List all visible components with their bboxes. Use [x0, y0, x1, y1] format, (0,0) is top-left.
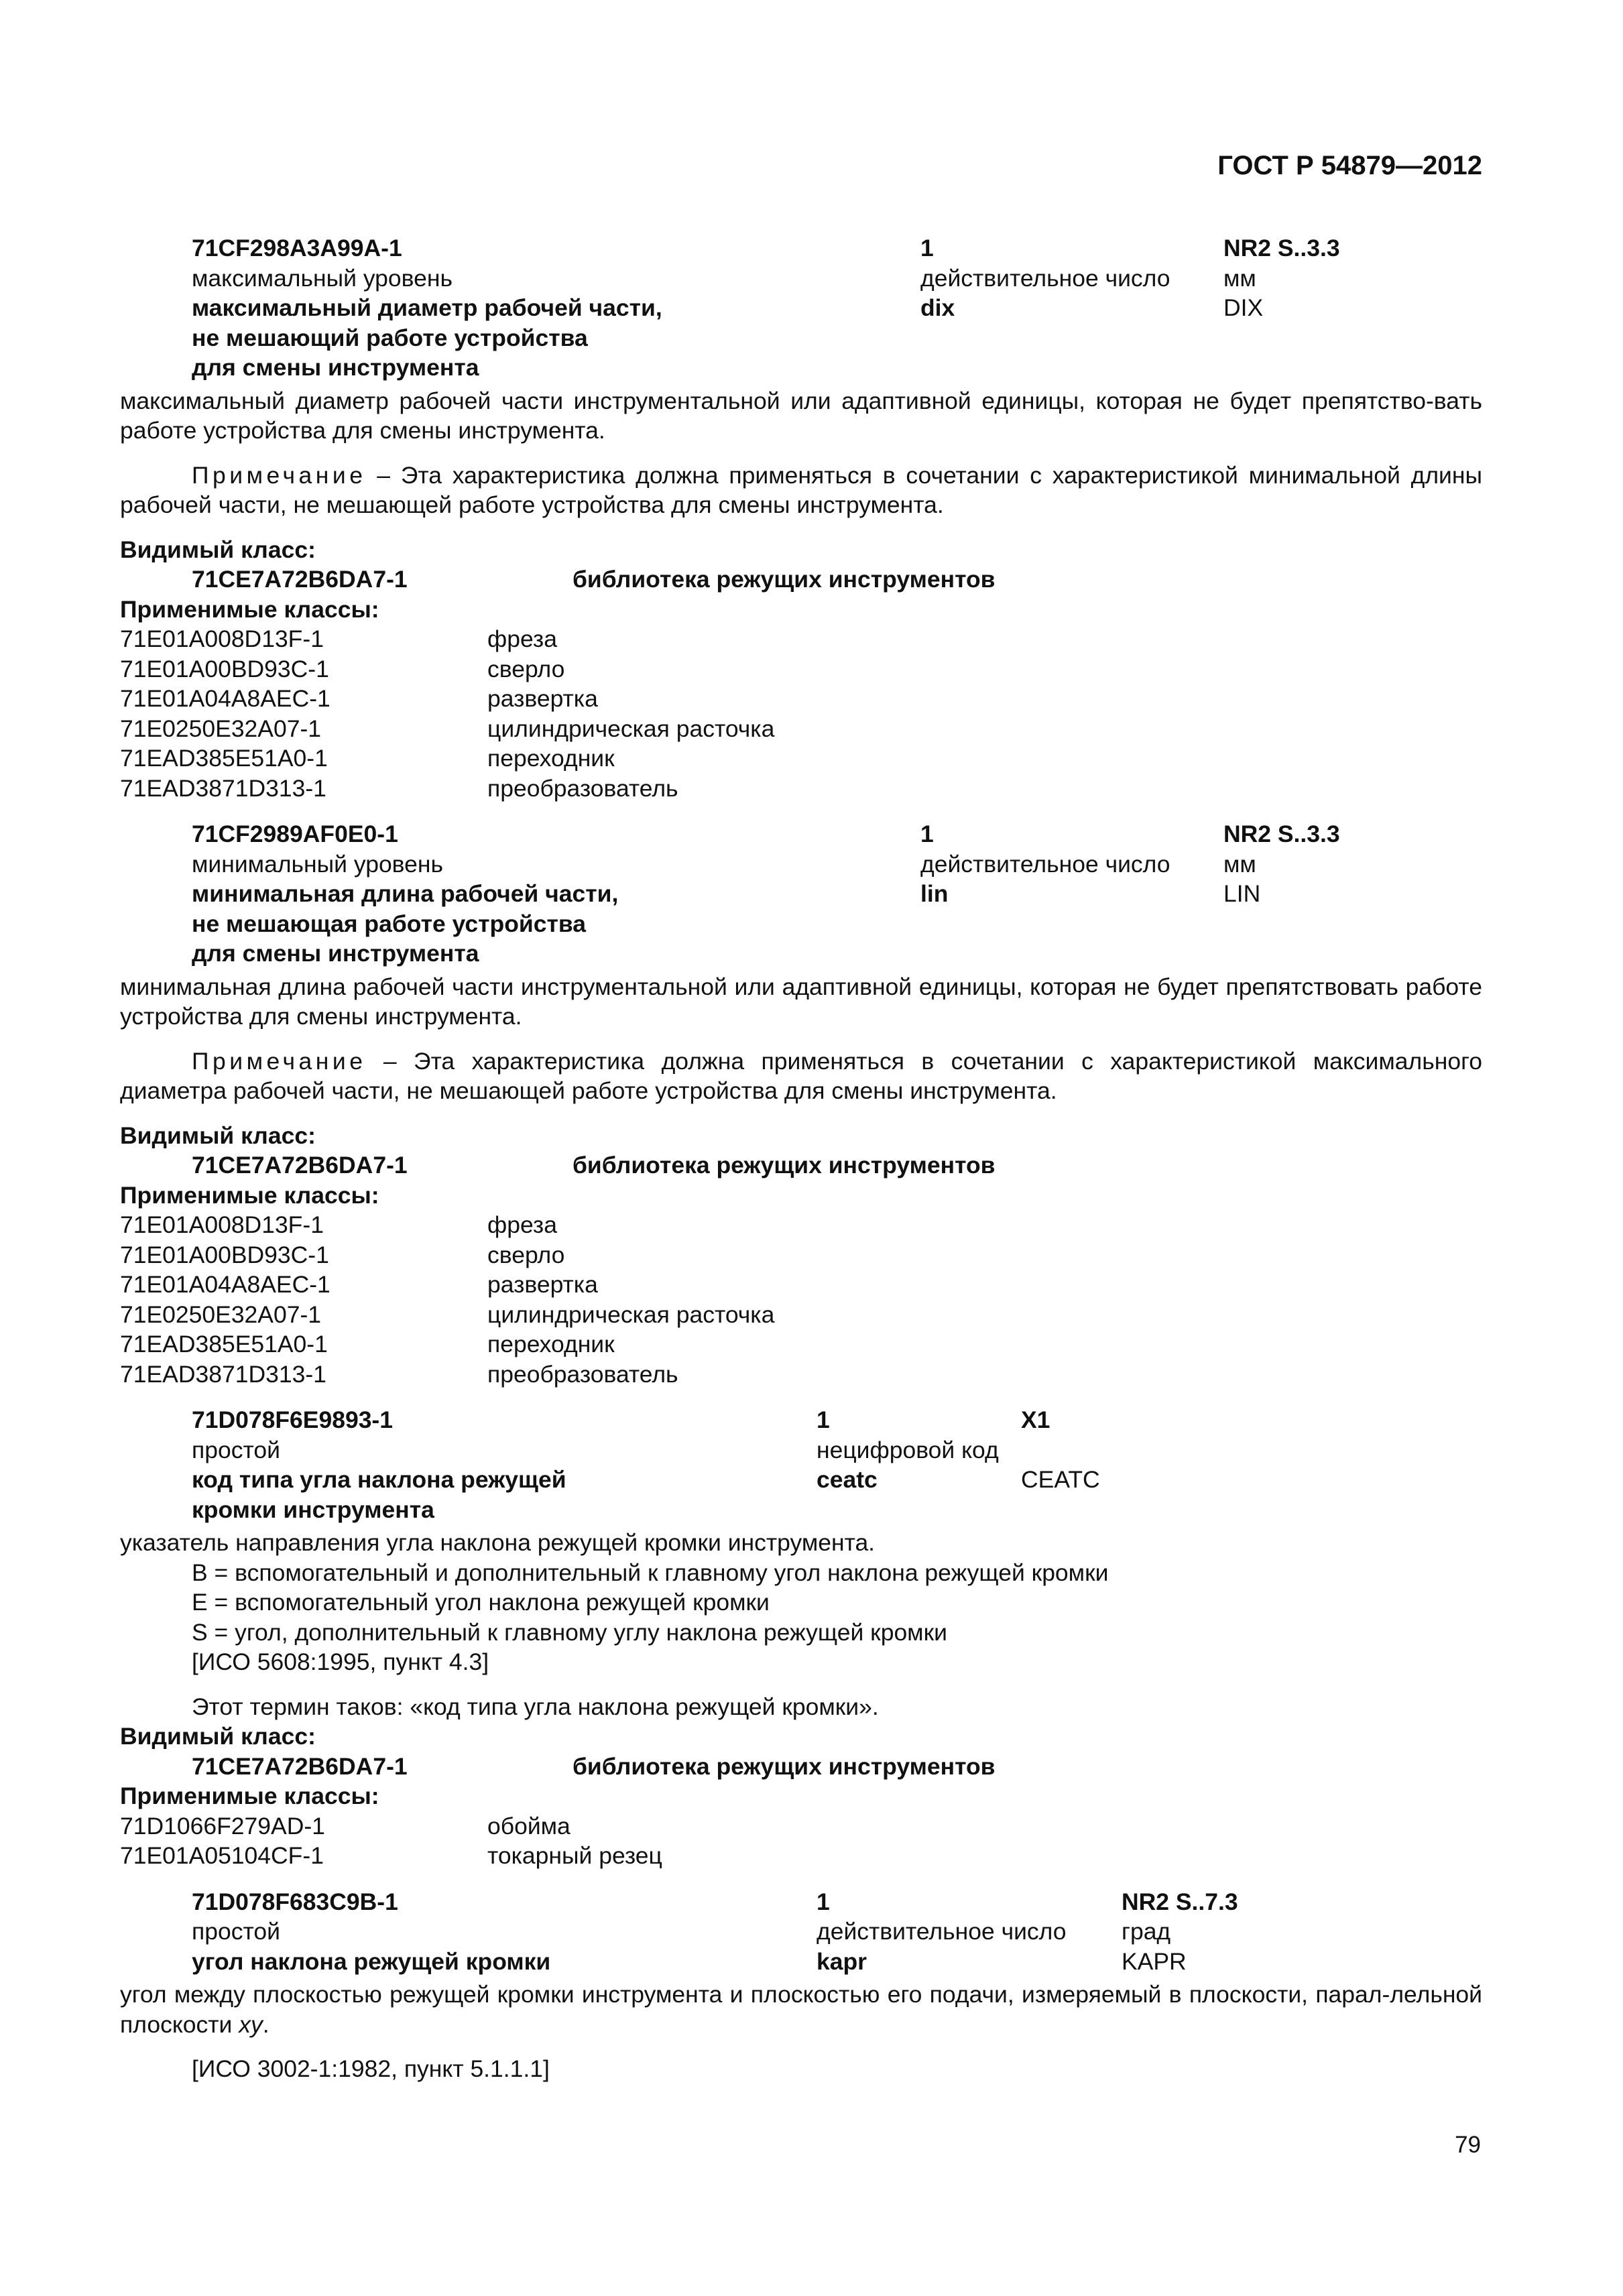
property-code: 71D078F6E9893-1 — [192, 1406, 393, 1433]
applicable-class-name: обойма — [487, 1812, 570, 1839]
applicable-class-name: преобразователь — [487, 774, 678, 802]
visible-class-label: Видимый класс: — [120, 1723, 316, 1750]
applicable-class-row — [120, 1329, 1482, 1360]
applicable-classes-label: Применимые классы: — [120, 1181, 379, 1209]
property-symbol: lin — [920, 880, 949, 907]
property-version: 1 — [817, 1888, 830, 1915]
property-symbol: kapr — [817, 1947, 867, 1975]
property-name-line: не мешающий работе устройства — [192, 324, 588, 351]
code-value: S = угол, дополнительный к главному углу наклона режущей кромки — [192, 1618, 947, 1646]
applicable-class-row — [120, 1210, 1482, 1240]
property-version: 1 — [817, 1406, 830, 1433]
property-format: X1 — [1021, 1406, 1050, 1433]
visible-class-label: Видимый класс: — [120, 536, 316, 563]
applicable-class-row — [120, 684, 1482, 714]
property-level: минимальный уровень — [192, 850, 443, 878]
applicable-class-row — [120, 1270, 1482, 1300]
standard-header: ГОСТ Р 54879—2012 — [1217, 151, 1482, 180]
property-short-name: KAPR — [1122, 1947, 1187, 1975]
property-type: действительное число — [920, 264, 1170, 292]
property-code: 71CF2989AF0E0-1 — [192, 821, 398, 847]
property-note — [120, 1046, 1482, 1106]
property-entry-kapr — [120, 1887, 1482, 1977]
applicable-class-name: переходник — [487, 1331, 615, 1357]
visible-class-code: 71CE7A72B6DA7-1 — [192, 1752, 408, 1780]
property-version: 1 — [920, 821, 934, 847]
property-entry-dix — [120, 233, 1482, 383]
applicable-class-name: преобразователь — [487, 1360, 678, 1388]
applicable-class-code: 71E01A008D13F-1 — [120, 625, 324, 652]
visible-class-block — [120, 535, 1482, 804]
applicable-class-row — [120, 743, 1482, 774]
visible-class-name: библиотека режущих инструментов — [573, 1152, 996, 1179]
applicable-class-name: сверло — [487, 1241, 565, 1268]
applicable-class-code: 71E01A00BD93C-1 — [120, 655, 329, 682]
property-unit: мм — [1223, 264, 1256, 292]
applicable-class-row — [120, 1841, 1482, 1871]
property-name: минимальная длина рабочей части, — [192, 880, 619, 907]
property-name: угол наклона режущей кромки — [192, 1947, 551, 1975]
applicable-class-name: развертка — [487, 685, 598, 712]
applicable-class-row — [120, 1360, 1482, 1390]
applicable-class-code: 71EAD385E51A0-1 — [120, 1331, 328, 1357]
visible-class-block — [120, 1121, 1482, 1390]
applicable-class-code: 71E0250E32A07-1 — [120, 715, 322, 742]
property-definition: максимальный диаметр рабочей части инструментальной или адаптивной единицы, которая не будет препятство-вать работе устройства для смены инструмента. — [120, 387, 1482, 444]
property-type: действительное число — [817, 1918, 1067, 1945]
code-values-list — [120, 1558, 1482, 1677]
property-level: максимальный уровень — [192, 264, 453, 292]
visible-class-block — [120, 1721, 1482, 1871]
applicable-class-name: цилиндрическая расточка — [487, 1301, 775, 1328]
applicable-class-name: развертка — [487, 1271, 598, 1298]
property-code: 71CF298A3A99A-1 — [192, 235, 402, 261]
property-name-line: кромки инструмента — [192, 1496, 434, 1523]
applicable-class-code: 71E01A05104CF-1 — [120, 1842, 324, 1869]
applicable-class-name: цилиндрическая расточка — [487, 715, 775, 742]
property-unit: град — [1122, 1918, 1171, 1945]
page-content — [120, 233, 1482, 2084]
applicable-class-row — [120, 1240, 1482, 1270]
applicable-class-row — [120, 1811, 1482, 1841]
definition-italic-term: xy — [239, 2010, 263, 2038]
applicable-class-code: 71E01A04A8AEC-1 — [120, 685, 330, 712]
note-label: Примечание — [192, 1047, 367, 1075]
code-value: E = вспомогательный угол наклона режущей кромки — [192, 1589, 770, 1616]
property-entry-ceatc — [120, 1405, 1482, 1524]
property-definition — [120, 1980, 1482, 2039]
applicable-class-row — [120, 774, 1482, 804]
code-value-source: [ИСО 5608:1995, пункт 4.3] — [192, 1648, 489, 1675]
property-format: NR2 S..7.3 — [1122, 1888, 1238, 1915]
applicable-class-name: фреза — [487, 1211, 557, 1238]
property-short-name: CEATC — [1021, 1466, 1100, 1493]
property-name-line: для смены инструмента — [192, 940, 479, 967]
visible-class-name: библиотека режущих инструментов — [573, 566, 996, 593]
definition-end: . — [262, 2010, 269, 2038]
applicable-class-code: 71E01A008D13F-1 — [120, 1211, 324, 1238]
property-short-name: LIN — [1223, 880, 1261, 907]
property-note — [120, 461, 1482, 520]
note-label: Примечание — [192, 461, 367, 489]
property-version: 1 — [920, 235, 934, 261]
property-entry-lin — [120, 819, 1482, 969]
applicable-class-row — [120, 1300, 1482, 1330]
applicable-classes-label: Применимые классы: — [120, 1783, 379, 1809]
property-level: простой — [192, 1436, 280, 1463]
property-definition: указатель направления угла наклона режущей кромки инструмента. — [120, 1529, 876, 1556]
term-note: Этот термин таков: «код типа угла наклона режущей кромки». — [192, 1693, 879, 1720]
page-number: 79 — [1455, 2132, 1481, 2158]
definition-text: угол между плоскостью режущей кромки инструмента и плоскостью его подачи, измеряемый в плоскости, парал-лельной плоскости — [120, 1981, 1482, 2038]
applicable-class-code: 71D1066F279AD-1 — [120, 1812, 325, 1839]
visible-class-label: Видимый класс: — [120, 1122, 316, 1149]
applicable-class-row — [120, 714, 1482, 744]
applicable-class-name: переходник — [487, 745, 615, 772]
property-unit: мм — [1223, 850, 1256, 878]
applicable-classes-label: Применимые классы: — [120, 595, 379, 623]
property-name-line: не мешающая работе устройства — [192, 910, 586, 937]
applicable-class-code: 71EAD385E51A0-1 — [120, 745, 328, 772]
applicable-class-row — [120, 624, 1482, 654]
property-definition: минимальная длина рабочей части инструментальной или адаптивной единицы, которая не будет препятствовать работе устройства для смены инструмента. — [120, 973, 1482, 1030]
note-text: – Эта характеристика должна применяться в сочетании с характеристикой минимальной длины рабочей части, не мешающей работе устройства для смены инструмента. — [120, 461, 1482, 518]
property-type: действительное число — [920, 850, 1170, 878]
applicable-class-code: 71EAD3871D313-1 — [120, 1360, 326, 1388]
code-value: B = вспомогательный и дополнительный к главному угол наклона режущей кромки — [192, 1559, 1109, 1586]
visible-class-name: библиотека режущих инструментов — [573, 1752, 996, 1780]
property-format: NR2 S..3.3 — [1223, 235, 1340, 261]
property-type: нецифровой код — [817, 1436, 999, 1463]
applicable-class-code: 71E01A00BD93C-1 — [120, 1241, 329, 1268]
property-short-name: DIX — [1223, 294, 1264, 321]
property-name: код типа угла наклона режущей — [192, 1466, 566, 1493]
applicable-class-name: сверло — [487, 655, 565, 682]
property-format: NR2 S..3.3 — [1223, 821, 1340, 847]
source-reference: [ИСО 3002-1:1982, пункт 5.1.1.1] — [192, 2055, 550, 2082]
applicable-class-row — [120, 654, 1482, 684]
visible-class-code: 71CE7A72B6DA7-1 — [192, 1152, 408, 1179]
note-text: – Эта характеристика должна применяться в сочетании с характеристикой максимального диаметра рабочей части, не мешающей работе устройства для смены инструмента. — [120, 1047, 1482, 1104]
applicable-class-name: фреза — [487, 625, 557, 652]
property-level: простой — [192, 1918, 280, 1945]
property-symbol: ceatc — [817, 1466, 878, 1493]
applicable-class-code: 71E01A04A8AEC-1 — [120, 1271, 330, 1298]
property-name: максимальный диаметр рабочей части, — [192, 294, 662, 321]
visible-class-code: 71CE7A72B6DA7-1 — [192, 566, 408, 593]
property-code: 71D078F683C9B-1 — [192, 1888, 398, 1915]
property-symbol: dix — [920, 294, 955, 321]
applicable-class-name: токарный резец — [487, 1842, 662, 1869]
applicable-class-code: 71E0250E32A07-1 — [120, 1301, 322, 1328]
property-name-line: для смены инструмента — [192, 354, 479, 381]
applicable-class-code: 71EAD3871D313-1 — [120, 774, 326, 802]
